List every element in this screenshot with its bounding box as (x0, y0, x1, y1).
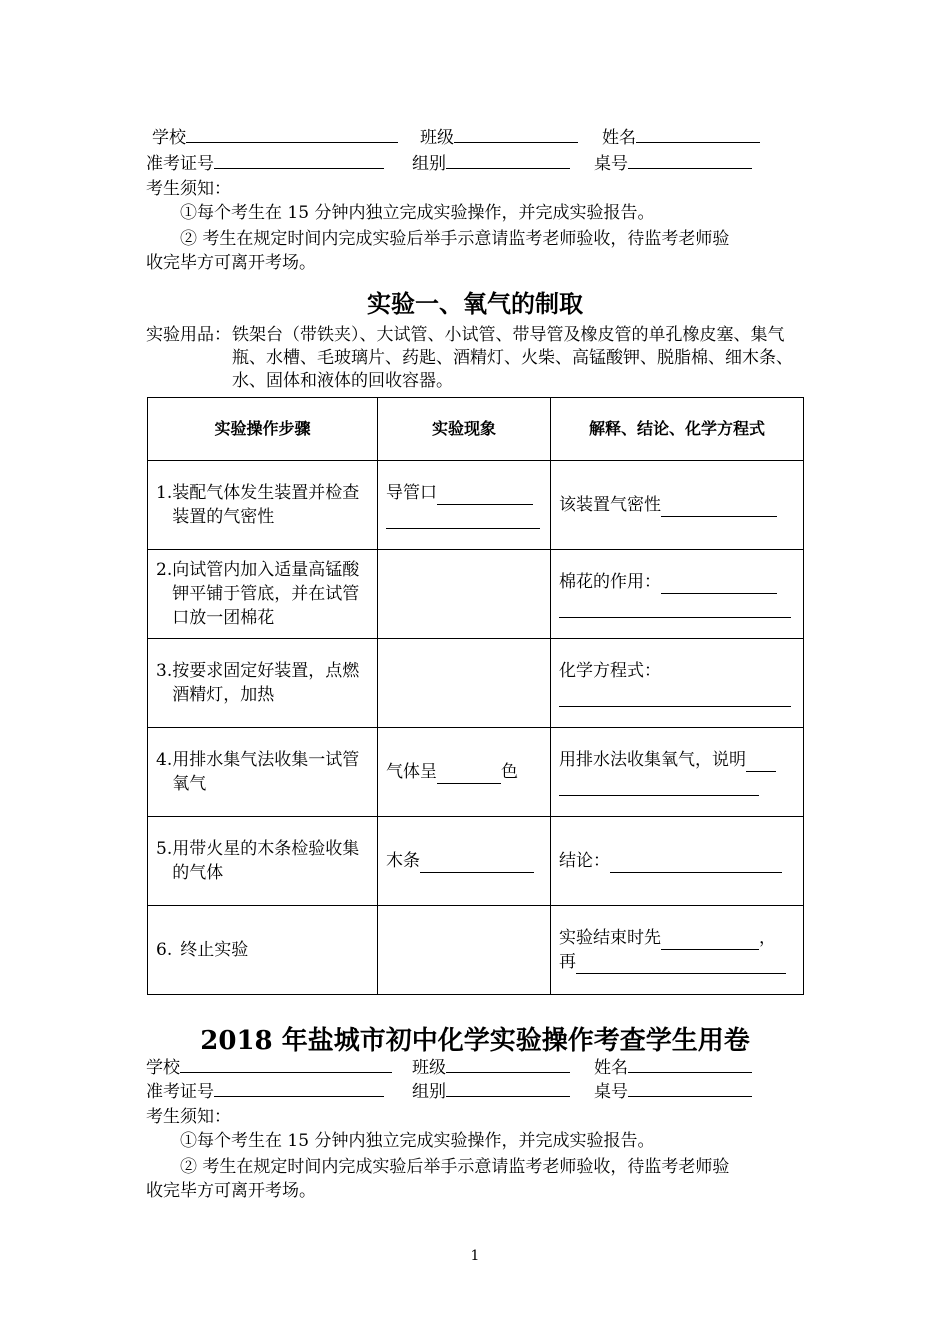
notice-2b: 收完毕方可离开考场。 (146, 253, 316, 273)
step-number: 5. (156, 839, 173, 859)
phenomenon-text: 气体呈 (386, 762, 437, 782)
desk-blank[interactable] (628, 1080, 752, 1097)
conclusion-separator: ， (759, 928, 776, 948)
class-field (412, 1056, 570, 1079)
class-label: 班级 (412, 1058, 446, 1078)
conclusion-blank[interactable] (576, 955, 786, 974)
col-header-conclusion: 解释、结论、化学方程式 (551, 398, 804, 461)
name-field (594, 1056, 752, 1079)
phenomenon-blank[interactable] (437, 765, 501, 784)
class-field (420, 126, 578, 149)
phenomenon-cell (378, 728, 551, 817)
exam-no-blank[interactable] (214, 152, 384, 169)
conclusion-text: 棉花的作用： (559, 572, 661, 592)
exam-no-field (146, 152, 384, 175)
step-number: 2. (156, 560, 173, 580)
school-blank[interactable] (180, 1056, 392, 1073)
conclusion-blank[interactable] (559, 688, 791, 707)
table-row (148, 728, 804, 817)
col-header-steps: 实验操作步骤 (148, 398, 378, 461)
group-label: 组别 (412, 1082, 446, 1102)
step-text: 用排水集气法收集一试管氧气 (172, 750, 360, 794)
phenomenon-text: 导管口 (386, 483, 437, 503)
desk-field (594, 152, 752, 175)
paper-title: 2018 年盐城市初中化学实验操作考查学生用卷 (200, 1026, 750, 1056)
name-blank[interactable] (628, 1056, 752, 1073)
step-cell (148, 639, 378, 728)
conclusion-cell (551, 817, 804, 906)
school-field (152, 126, 398, 149)
group-blank[interactable] (446, 152, 570, 169)
conclusion-blank[interactable] (661, 931, 759, 950)
step-number: 6. (156, 940, 173, 960)
desk-field (594, 1080, 752, 1103)
conclusion-blank[interactable] (746, 753, 776, 772)
phenomenon-cell[interactable] (378, 639, 551, 728)
exam-no-label: 准考证号 (146, 1082, 214, 1102)
name-label: 姓名 (594, 1058, 628, 1078)
name-label: 姓名 (602, 128, 636, 148)
step-number: 1. (156, 483, 173, 503)
step-text: 向试管内加入适量高锰酸钾平铺于管底，并在试管口放一团棉花 (172, 560, 360, 628)
notice-1: ①每个考生在 15 分钟内独立完成实验操作，并完成实验报告。 (180, 1131, 655, 1151)
conclusion-cell (551, 461, 804, 550)
step-cell (148, 728, 378, 817)
conclusion-blank[interactable] (661, 575, 777, 594)
conclusion-text: 实验结束时先 (559, 928, 661, 948)
group-blank[interactable] (446, 1080, 570, 1097)
phenomenon-cell (378, 817, 551, 906)
conclusion-text: 结论： (559, 851, 610, 871)
phenomenon-blank[interactable] (437, 486, 533, 505)
class-blank[interactable] (446, 1056, 570, 1073)
exam-no-label: 准考证号 (146, 154, 214, 174)
conclusion-text: 化学方程式： (559, 661, 661, 681)
group-label: 组别 (412, 154, 446, 174)
phenomenon-text: 木条 (386, 851, 420, 871)
experiment-table (147, 397, 804, 995)
materials-label: 实验用品： (146, 325, 231, 345)
conclusion-text: 该装置气密性 (559, 495, 661, 515)
class-label: 班级 (420, 128, 454, 148)
notice-2b: 收完毕方可离开考场。 (146, 1181, 316, 1201)
phenomenon-cell (378, 461, 551, 550)
step-text: 终止实验 (180, 940, 249, 960)
phenomenon-cell[interactable] (378, 906, 551, 995)
table-row (148, 550, 804, 639)
table-row (148, 906, 804, 995)
conclusion-blank[interactable] (610, 854, 782, 873)
exam-no-field (146, 1080, 384, 1103)
phenomenon-cell[interactable] (378, 550, 551, 639)
group-field (412, 152, 570, 175)
desk-label: 桌号 (594, 154, 628, 174)
step-number: 4. (156, 750, 173, 770)
materials (146, 324, 808, 393)
table-header-row (148, 398, 804, 461)
school-label: 学校 (152, 128, 186, 148)
class-blank[interactable] (454, 126, 578, 143)
phenomenon-blank[interactable] (420, 854, 534, 873)
phenomenon-suffix: 色 (501, 762, 518, 782)
school-blank[interactable] (186, 126, 398, 143)
phenomenon-blank[interactable] (386, 510, 540, 529)
group-field (412, 1080, 570, 1103)
step-cell (148, 906, 378, 995)
notice-title: 考生须知： (146, 1107, 231, 1127)
school-label: 学校 (146, 1058, 180, 1078)
experiment-title: 实验一、氧气的制取 (367, 289, 583, 318)
name-field (602, 126, 760, 149)
notice-2a: ② 考生在规定时间内完成实验后举手示意请监考老师验收，待监考老师验 (180, 229, 730, 249)
conclusion-blank[interactable] (559, 599, 791, 618)
notice-1: ①每个考生在 15 分钟内独立完成实验操作，并完成实验报告。 (180, 203, 655, 223)
step-text: 用带火星的木条检验收集的气体 (172, 839, 360, 883)
conclusion-cell (551, 639, 804, 728)
table-row (148, 817, 804, 906)
notice-2a: ② 考生在规定时间内完成实验后举手示意请监考老师验收，待监考老师验 (180, 1157, 730, 1177)
conclusion-blank[interactable] (661, 498, 777, 517)
step-text: 装配气体发生装置并检查装置的气密性 (172, 483, 360, 527)
materials-text: 铁架台（带铁夹）、大试管、小试管、带导管及橡皮管的单孔橡皮塞、集气瓶、水槽、毛玻璃片、药匙、酒精灯、火柴、高锰酸钾、脱脂棉、细木条、水、固体和液体的回收容器。 (232, 325, 793, 391)
name-blank[interactable] (636, 126, 760, 143)
conclusion-cell (551, 906, 804, 995)
page-number: 1 (470, 1248, 480, 1264)
conclusion-cell (551, 550, 804, 639)
exam-no-blank[interactable] (214, 1080, 384, 1097)
conclusion-text: 再 (559, 952, 576, 972)
step-cell (148, 461, 378, 550)
conclusion-cell (551, 728, 804, 817)
desk-label: 桌号 (594, 1082, 628, 1102)
conclusion-text: 用排水法收集氧气，说明 (559, 750, 746, 770)
conclusion-blank[interactable] (559, 777, 759, 796)
step-cell (148, 550, 378, 639)
step-number: 3. (156, 661, 173, 681)
step-text: 按要求固定好装置，点燃酒精灯，加热 (172, 661, 360, 705)
school-field (146, 1056, 392, 1079)
desk-blank[interactable] (628, 152, 752, 169)
step-cell (148, 817, 378, 906)
table-row (148, 639, 804, 728)
col-header-phenomenon: 实验现象 (378, 398, 551, 461)
notice-title: 考生须知： (146, 179, 231, 199)
table-row (148, 461, 804, 550)
